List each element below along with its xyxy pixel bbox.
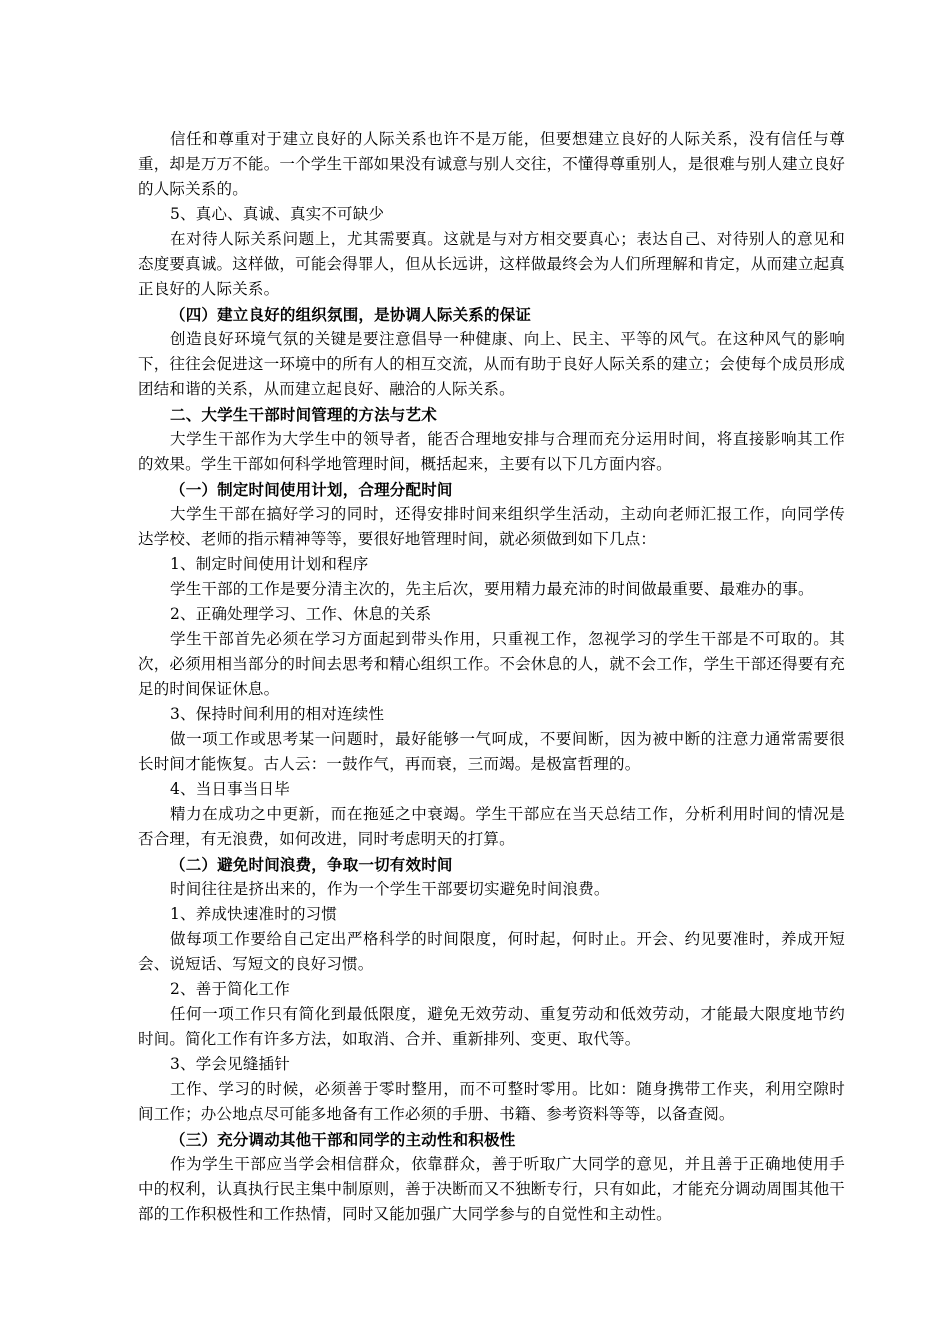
body-paragraph: 工作、学习的时候，必须善于零时整用，而不可整时零用。比如：随身携带工作夹，利用空隙时间工作；办公地点尽可能多地备有工作必须的手册、书籍、参考资料等等，以备查阅。 [138, 1080, 845, 1123]
body-paragraph: 学生干部的工作是要分清主次的，先主后次，要用精力最充沛的时间做最重要、最难办的事。 [170, 580, 814, 598]
body-paragraph: 做一项工作或思考某一问题时，最好能够一气呵成，不要间断，因为被中断的注意力通常需要很长时间才能恢复。古人云：一鼓作气，再而衰，三而竭。是极富哲理的。 [138, 730, 845, 773]
list-item: 1、制定时间使用计划和程序 [170, 555, 369, 573]
body-paragraph: 任何一项工作只有简化到最低限度，避免无效劳动、重复劳动和低效劳动，才能最大限度地节约时间。简化工作有许多方法，如取消、合并、重新排列、变更、取代等。 [138, 1005, 845, 1048]
list-item: 3、学会见缝插针 [170, 1055, 290, 1073]
body-paragraph: 做每项工作要给自己定出严格科学的时间限度，何时起，何时止。开会、约见要准时，养成开短会、说短话、写短文的良好习惯。 [138, 930, 845, 973]
body-paragraph: 信任和尊重对于建立良好的人际关系也许不是万能，但要想建立良好的人际关系，没有信任与尊重，却是万万不能。一个学生干部如果没有诚意与别人交往，不懂得尊重别人，是很难与别人建立良好的人际关系的。 [138, 130, 845, 198]
list-item: 4、当日事当日毕 [170, 780, 290, 798]
body-paragraph: 时间往往是挤出来的，作为一个学生干部要切实避免时间浪费。 [170, 880, 610, 898]
list-item: 1、养成快速准时的习惯 [170, 905, 338, 923]
section-heading: （二）避免时间浪费，争取一切有效时间 [170, 855, 453, 874]
list-item: 2、善于简化工作 [170, 980, 290, 998]
body-paragraph: 学生干部首先必须在学习方面起到带头作用，只重视工作，忽视学习的学生干部是不可取的。其次，必须用相当部分的时间去思考和精心组织工作。不会休息的人，就不会工作，学生干部还得要有充足的时间保证休息。 [138, 630, 845, 698]
list-item: 5、真心、真诚、真实不可缺少 [170, 205, 385, 223]
body-paragraph: 大学生干部作为大学生中的领导者，能否合理地安排与合理而充分运用时间，将直接影响其工作的效果。学生干部如何科学地管理时间，概括起来，主要有以下几方面内容。 [138, 430, 845, 473]
body-paragraph: 大学生干部在搞好学习的同时，还得安排时间来组织学生活动，主动向老师汇报工作，向同学传达学校、老师的指示精神等等，要很好地管理时间，就必须做到如下几点： [138, 505, 845, 548]
list-item: 2、正确处理学习、工作、休息的关系 [170, 605, 432, 623]
body-paragraph: 创造良好环境气氛的关键是要注意倡导一种健康、向上、民主、平等的风气。在这种风气的影响下，往往会促进这一环境中的所有人的相互交流，从而有助于良好人际关系的建立；会使每个成员形成团结和谐的关系，从而建立起良好、融洽的人际关系。 [138, 330, 845, 398]
body-paragraph: 精力在成功之中更新，而在拖延之中衰竭。学生干部应在当天总结工作，分析利用时间的情况是否合理，有无浪费，如何改进，同时考虑明天的打算。 [138, 805, 845, 848]
body-paragraph: 作为学生干部应当学会相信群众，依靠群众，善于听取广大同学的意见，并且善于正确地使用手中的权利，认真执行民主集中制原则，善于决断而又不独断专行，只有如此，才能充分调动周围其他干部的工作积极性和工作热情，同时又能加强广大同学参与的自觉性和主动性。 [138, 1155, 845, 1223]
section-heading: （三）充分调动其他干部和同学的主动性和积极性 [170, 1130, 516, 1149]
chapter-heading: 二、大学生干部时间管理的方法与艺术 [170, 405, 437, 424]
section-heading: （一）制定时间使用计划，合理分配时间 [170, 480, 453, 499]
list-item: 3、保持时间利用的相对连续性 [170, 705, 385, 723]
body-paragraph: 在对待人际关系问题上，尤其需要真。这就是与对方相交要真心；表达自己、对待别人的意见和态度要真诚。这样做，可能会得罪人，但从长远讲，这样做最终会为人们所理解和肯定，从而建立起真正良好的人际关系。 [138, 230, 845, 298]
section-heading: （四）建立良好的组织氛围，是协调人际关系的保证 [170, 305, 532, 324]
